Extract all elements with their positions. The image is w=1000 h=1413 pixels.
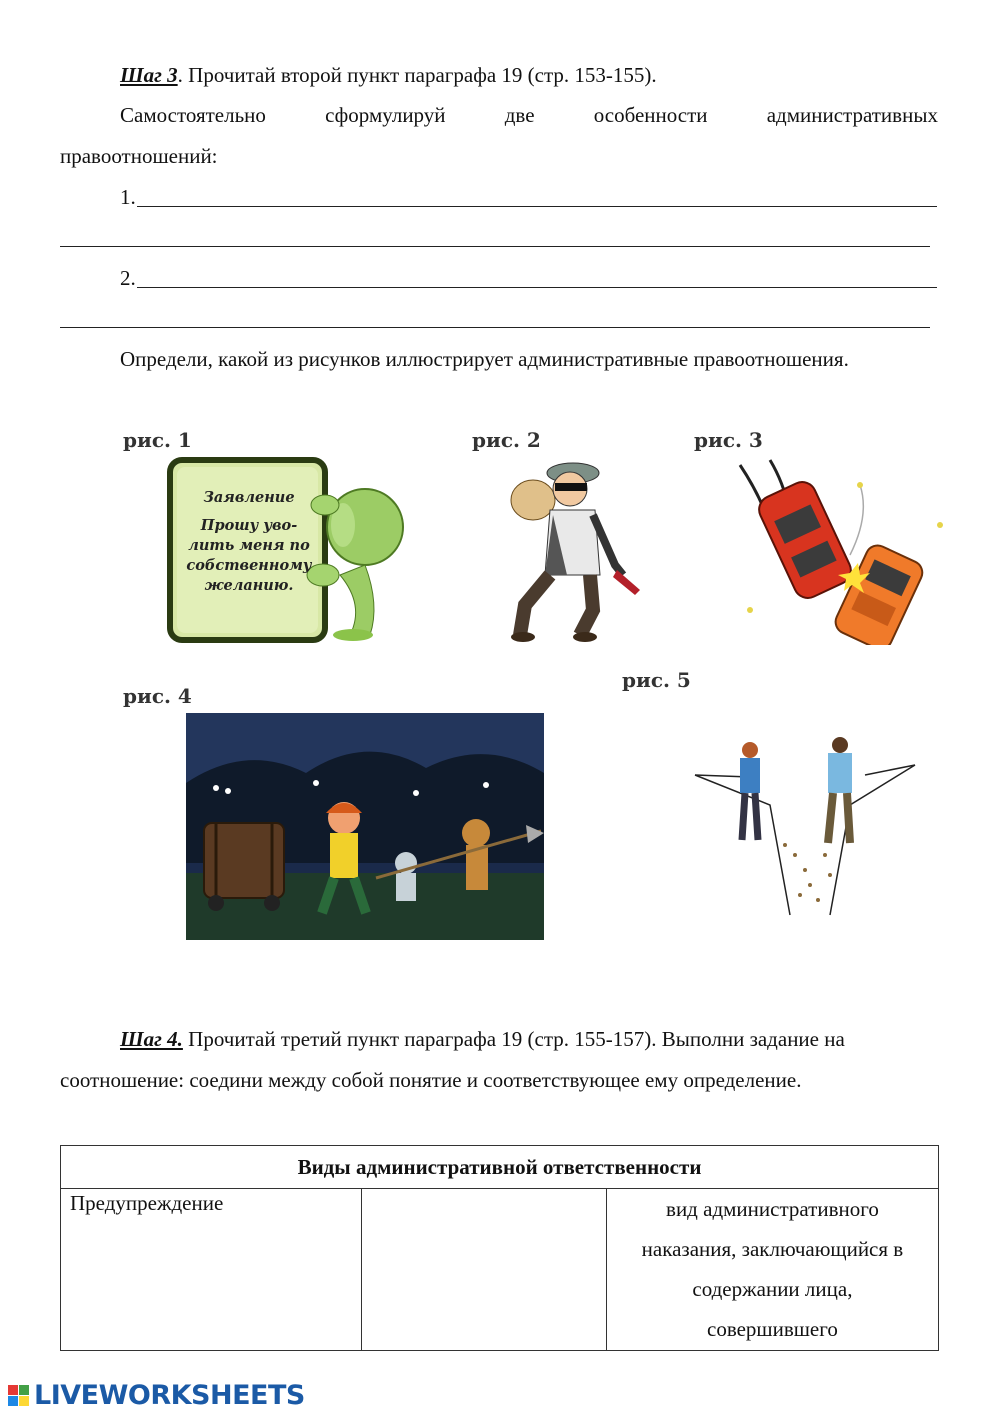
fig2-label: рис. 2	[472, 428, 541, 452]
matching-table	[60, 1145, 939, 1351]
step4-text1: Прочитай третий пункт параграфа 19 (стр. 155-157). Выполни задание на	[182, 1027, 845, 1051]
step3-label: Шаг 3	[120, 63, 178, 87]
term-cell[interactable]: Предупреждение	[61, 1189, 362, 1351]
fig4-illustration	[186, 713, 544, 940]
definition-line: наказания, заключающийся в	[641, 1237, 904, 1261]
answer-2-line[interactable]	[137, 287, 937, 288]
definition-cell[interactable]	[606, 1189, 938, 1351]
definition-line: совершившего	[707, 1317, 838, 1341]
step4-text2: соотношение: соедини между собой понятие и соответствующее ему определение.	[60, 1068, 802, 1092]
fig4-label: рис. 4	[123, 684, 192, 708]
question-text: Определи, какой из рисунков иллюстрирует административные правоотношения.	[120, 347, 849, 371]
sign-line: Прошу уво-	[200, 517, 298, 534]
answer-2-line-2[interactable]	[60, 327, 930, 328]
task-word: Самостоятельно	[120, 103, 266, 127]
fig1-label: рис. 1	[123, 428, 192, 452]
answer-2-number: 2.	[120, 266, 136, 290]
sign-line: желанию.	[204, 577, 294, 594]
step4-heading	[120, 1026, 845, 1052]
task-word: сформулируй	[325, 103, 446, 127]
liveworksheets-logo-icon	[8, 1385, 30, 1407]
definition-line: вид административного	[666, 1197, 879, 1221]
step3-task-cont: правоотношений:	[60, 144, 218, 168]
fig2-illustration	[505, 455, 645, 645]
fig3-illustration	[730, 455, 950, 645]
task-word: административных	[766, 103, 938, 127]
fig3-label: рис. 3	[694, 428, 763, 452]
sign-line: Заявление	[203, 489, 295, 506]
match-cell[interactable]	[362, 1189, 607, 1351]
fig5-illustration	[690, 735, 920, 920]
answer-1-number: 1.	[120, 185, 136, 209]
answer-1-line-2[interactable]	[60, 246, 930, 247]
liveworksheets-logo-text[interactable]: LIVEWORKSHEETS	[34, 1380, 305, 1411]
task-word: особенности	[593, 103, 708, 127]
table-row	[61, 1189, 939, 1351]
fig5-label: рис. 5	[622, 668, 691, 692]
step3-task	[120, 102, 938, 128]
answer-1-line[interactable]	[137, 206, 937, 207]
fig1-sign-text	[185, 488, 313, 596]
step4-label: Шаг 4.	[120, 1027, 183, 1051]
step3-text: . Прочитай второй пункт параграфа 19 (стр. 153-155).	[177, 63, 657, 87]
sign-line: собственному	[186, 557, 312, 574]
sign-line: лить меня по	[188, 537, 310, 554]
task-word: две	[504, 103, 535, 127]
table-header: Виды административной ответственности	[61, 1146, 939, 1189]
definition-line: содержании лица,	[692, 1277, 853, 1301]
step3-heading	[120, 62, 657, 88]
